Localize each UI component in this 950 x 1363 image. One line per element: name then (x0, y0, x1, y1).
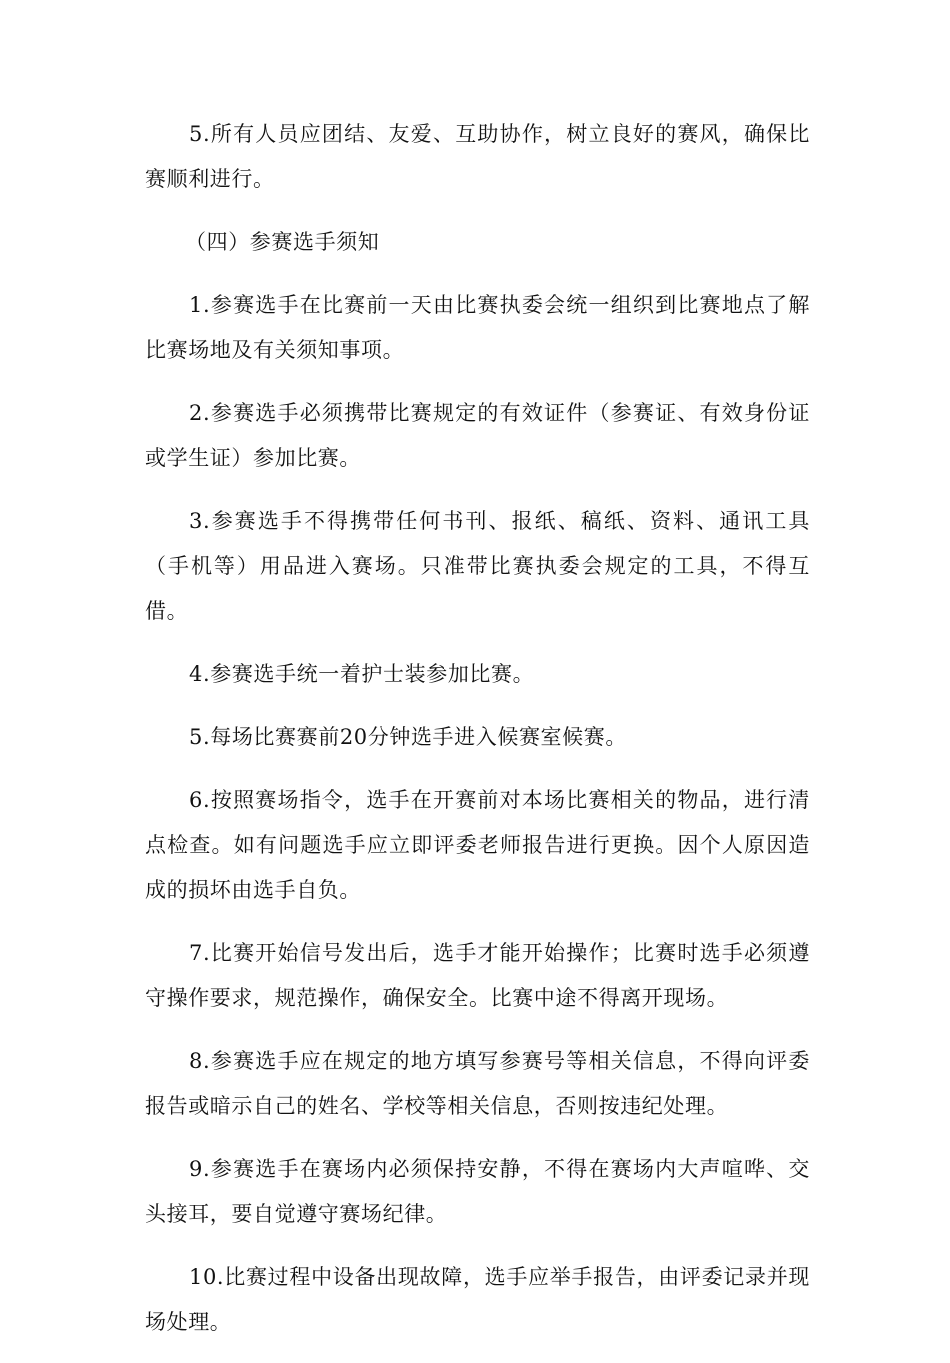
paragraph-notice-10: 10.比赛过程中设备出现故障，选手应举手报告，由评委记录并现场处理。 (145, 1265, 810, 1334)
section-heading-contestant-notice: （四）参赛选手须知 (185, 230, 380, 254)
paragraph-notice-7: 7.比赛开始信号发出后，选手才能开始操作；比赛时选手必须遵守操作要求，规范操作，确保安全。比赛中途不得离开现场。 (145, 941, 810, 1010)
paragraph-notice-1: 1.参赛选手在比赛前一天由比赛执委会统一组织到比赛地点了解比赛场地及有关须知事项。 (145, 293, 810, 362)
document-body (145, 112, 810, 1363)
paragraph-rule-5-conduct: 5.所有人员应团结、友爱、互助协作，树立良好的赛风，确保比赛顺利进行。 (145, 122, 810, 191)
paragraph-notice-2: 2.参赛选手必须携带比赛规定的有效证件（参赛证、有效身份证或学生证）参加比赛。 (145, 401, 810, 470)
paragraph-notice-6: 6.按照赛场指令，选手在开赛前对本场比赛相关的物品，进行清点检查。如有问题选手应立即评委老师报告进行更换。因个人原因造成的损坏由选手自负。 (145, 788, 810, 902)
paragraph-notice-8: 8.参赛选手应在规定的地方填写参赛号等相关信息，不得向评委报告或暗示自己的姓名、学校等相关信息，否则按违纪处理。 (145, 1049, 810, 1118)
paragraph-notice-5: 5.每场比赛赛前20分钟选手进入候赛室候赛。 (189, 725, 627, 749)
paragraph-notice-3: 3.参赛选手不得携带任何书刊、报纸、稿纸、资料、通讯工具（手机等）用品进入赛场。只准带比赛执委会规定的工具，不得互借。 (145, 509, 810, 623)
paragraph-notice-4: 4.参赛选手统一着护士装参加比赛。 (189, 662, 535, 686)
paragraph-notice-9: 9.参赛选手在赛场内必须保持安静，不得在赛场内大声喧哗、交头接耳，要自觉遵守赛场纪律。 (145, 1157, 810, 1226)
